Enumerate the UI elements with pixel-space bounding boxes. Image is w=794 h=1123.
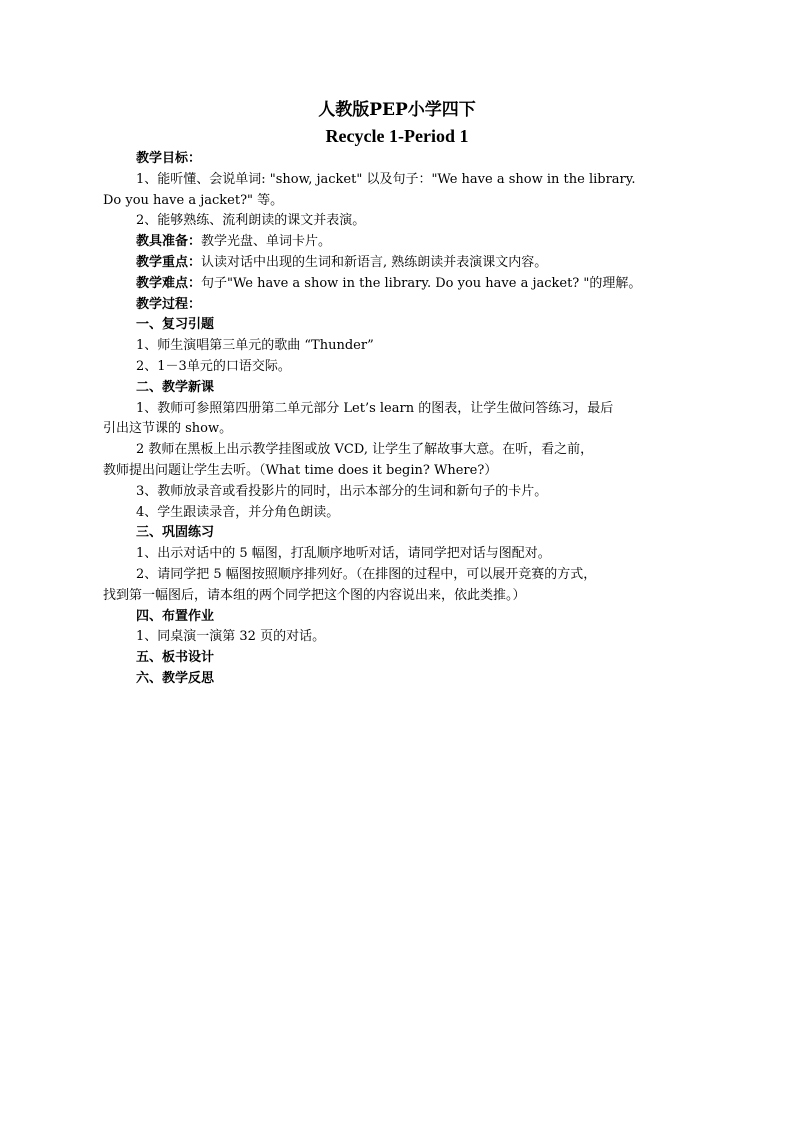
body-text: 认读对话中出现的生词和新语言, 熟练朗读并表演课文内容。	[201, 254, 548, 270]
body-line	[103, 648, 703, 669]
body-text: 2、能够熟练、流利朗读的课文并表演。	[136, 213, 366, 229]
body-line	[103, 149, 703, 170]
section-heading: 六、教学反思	[136, 670, 215, 686]
body-text: 1、能听懂、会说单词: "show, jacket" 以及句子："We have a show in the library.	[136, 171, 636, 187]
body-text: 教师提出问题让学生去听。（What time does it begin? Where?）	[103, 462, 498, 478]
section-heading: 教学过程：	[136, 296, 202, 312]
body-line	[103, 523, 703, 544]
body-line	[103, 232, 703, 253]
body-line	[103, 440, 703, 461]
body-line	[103, 295, 703, 316]
body-text: 句子"We have a show in the library. Do you have a jacket? "的理解。	[201, 275, 642, 291]
body-line	[103, 170, 703, 191]
section-heading: 教具准备：	[136, 234, 202, 250]
section-heading: 教学重点：	[136, 254, 202, 270]
document-subtitle: Recycle 1-Period 1	[325, 126, 469, 146]
body-line	[103, 315, 703, 336]
body-line	[103, 461, 703, 482]
body-line	[103, 627, 703, 648]
body-line	[103, 503, 703, 524]
body-text: 1、同桌演一演第 32 页的对话。	[136, 629, 326, 645]
body-text: 教学光盘、单词卡片。	[201, 234, 332, 250]
section-heading: 一、复习引题	[136, 317, 215, 333]
body-line	[103, 482, 703, 503]
body-line	[103, 211, 703, 232]
body-line	[103, 544, 703, 565]
section-heading: 三、巩固练习	[136, 525, 215, 541]
body-line	[103, 419, 703, 440]
body-line	[103, 253, 703, 274]
section-heading: 教学难点：	[136, 275, 202, 291]
body-text: 2、1－3单元的口语交际。	[136, 358, 291, 374]
body-line	[103, 191, 703, 212]
body-text: 1、出示对话中的 5 幅图，打乱顺序地听对话，请同学把对话与图配对。	[136, 546, 551, 562]
body-line	[103, 607, 703, 628]
body-line	[103, 399, 703, 420]
body-text: 找到第一幅图后，请本组的两个同学把这个图的内容说出来，依此类推。）	[103, 587, 526, 603]
document-body	[103, 149, 703, 690]
body-text: 2 教师在黑板上出示教学挂图或放 VCD, 让学生了解故事大意。在听，看之前，	[136, 442, 594, 458]
body-text: 4、学生跟读录音，并分角色朗读。	[136, 504, 340, 520]
body-text: 2、请同学把 5 幅图按照顺序排列好。（在排图的过程中，可以展开竞赛的方式，	[136, 566, 597, 582]
body-line	[103, 586, 703, 607]
body-line	[103, 378, 703, 399]
body-text: 1、师生演唱第三单元的歌曲 “Thunder”	[136, 338, 374, 354]
body-text: 1、教师可参照第四册第二单元部分 Let’s learn 的图表，让学生做问答练习，最后	[136, 400, 614, 416]
section-heading: 四、布置作业	[136, 608, 215, 624]
section-heading: 五、板书设计	[136, 650, 215, 666]
body-line	[103, 357, 703, 378]
section-heading: 二、教学新课	[136, 379, 215, 395]
body-text: Do you have a jacket?" 等。	[103, 192, 284, 208]
body-line	[103, 565, 703, 586]
body-line	[103, 669, 703, 690]
body-text: 3、教师放录音或看投影片的同时，出示本部分的生词和新句子的卡片。	[136, 483, 548, 499]
section-heading: 教学目标：	[136, 151, 202, 166]
body-text: 引出这节课的 show。	[103, 421, 233, 437]
document-title: 人教版PEP小学四下	[318, 100, 476, 120]
body-line	[103, 336, 703, 357]
body-line	[103, 274, 703, 295]
